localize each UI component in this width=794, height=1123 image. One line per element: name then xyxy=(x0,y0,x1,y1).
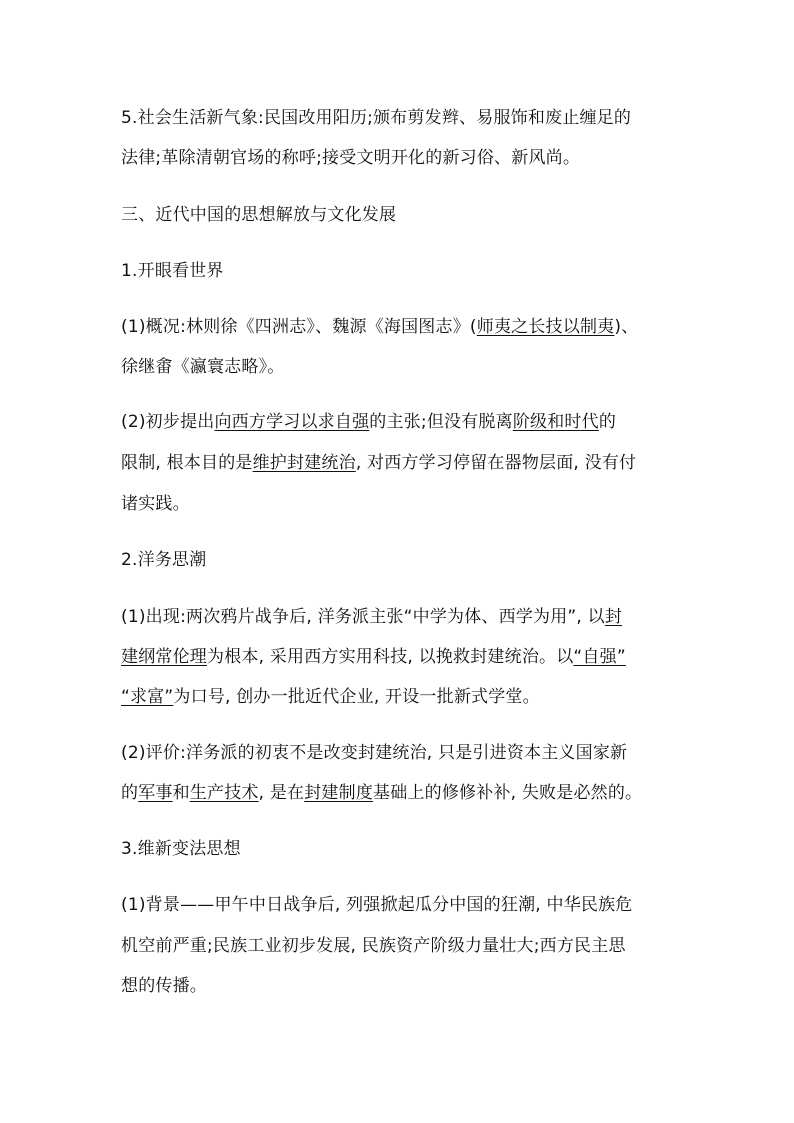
text-segment: 的主张;但没有脱离 xyxy=(369,412,513,432)
text-segment: 1.开眼看世界 xyxy=(121,261,224,281)
text-line xyxy=(121,685,540,709)
text-segment: 法律;革除清朝官场的称呼;接受文明开化的新习俗、新风尚。 xyxy=(121,148,581,168)
text-segment: 3.维新变法思想 xyxy=(121,839,241,859)
text-segment: 的 xyxy=(121,783,139,803)
underlined-term: 阶级和时代 xyxy=(512,412,599,432)
subsection-heading xyxy=(121,837,241,861)
text-segment: (1)背景——甲午中日战争后, 列强掀起瓜分中国的狂潮, 中华民族危 xyxy=(121,895,633,915)
text-segment: 想的传播。 xyxy=(121,976,207,996)
text-segment: 机空前严重;民族工业初步发展, 民族资产阶级力量壮大;西方民主思 xyxy=(121,936,626,956)
text-segment: (2)评价:洋务派的初衷不是改变封建统治, 只是引进资本主义国家新 xyxy=(121,743,628,763)
text-segment: )、 xyxy=(614,317,639,337)
underlined-term: 师夷之长技以制夷 xyxy=(476,317,615,337)
text-line xyxy=(121,106,631,130)
text-line xyxy=(121,492,190,516)
text-line xyxy=(121,645,626,669)
text-segment: 和 xyxy=(172,783,190,803)
underlined-term: 封建制度 xyxy=(304,783,374,803)
text-line xyxy=(121,974,207,998)
subsection-heading xyxy=(121,548,206,572)
text-line xyxy=(121,315,638,339)
text-line xyxy=(121,355,285,379)
text-line xyxy=(121,893,633,917)
underlined-term: 维护封建统治 xyxy=(252,453,356,473)
text-segment: , 是在 xyxy=(258,783,305,803)
text-segment: (2)初步提出 xyxy=(121,412,215,432)
text-line xyxy=(121,146,580,170)
underlined-term: 建纲常伦理 xyxy=(121,647,207,667)
text-line xyxy=(121,741,627,765)
underlined-term: “求富” xyxy=(121,687,174,707)
text-segment: 5.社会生活新气象:民国改用阳历;颁布剪发辫、易服饰和废止缠足的 xyxy=(121,108,632,128)
text-line xyxy=(121,410,616,434)
text-segment: (1)概况:林则徐《四洲志》、魏源《海国图志》( xyxy=(121,317,477,337)
underlined-term: 军事 xyxy=(138,783,173,803)
text-segment: 为口号, 创办一批近代企业, 开设一批新式学堂。 xyxy=(173,687,540,707)
underlined-term: 生产技术 xyxy=(189,783,259,803)
underlined-term: “自强” xyxy=(573,647,626,667)
text-segment: 限制, 根本目的是 xyxy=(121,453,253,473)
section-heading xyxy=(121,203,396,227)
text-segment: , 对西方学习停留在器物层面, 没有付 xyxy=(355,453,637,473)
underlined-term: 向西方学习以求自强 xyxy=(214,412,370,432)
text-segment: 诸实践。 xyxy=(121,494,190,514)
text-segment: 基础上的修修补补, 失败是必然的。 xyxy=(373,783,643,803)
text-segment: 徐继畬《瀛寰志略》。 xyxy=(121,357,285,377)
text-line xyxy=(121,781,642,805)
text-segment: 为根本, 采用西方实用科技, 以挽救封建统治。以 xyxy=(207,647,574,667)
text-segment: (1)出现:两次鸦片战争后, 洋务派主张“中学为体、西学为用”, 以 xyxy=(121,607,605,627)
text-segment: 2.洋务思潮 xyxy=(121,550,207,570)
subsection-heading xyxy=(121,259,224,283)
text-segment: 三、近代中国的思想解放与文化发展 xyxy=(121,205,397,225)
text-segment: 的 xyxy=(598,412,617,432)
underlined-term: 封 xyxy=(604,607,623,627)
text-line xyxy=(121,605,622,629)
text-line xyxy=(121,934,626,958)
text-line xyxy=(121,451,636,475)
